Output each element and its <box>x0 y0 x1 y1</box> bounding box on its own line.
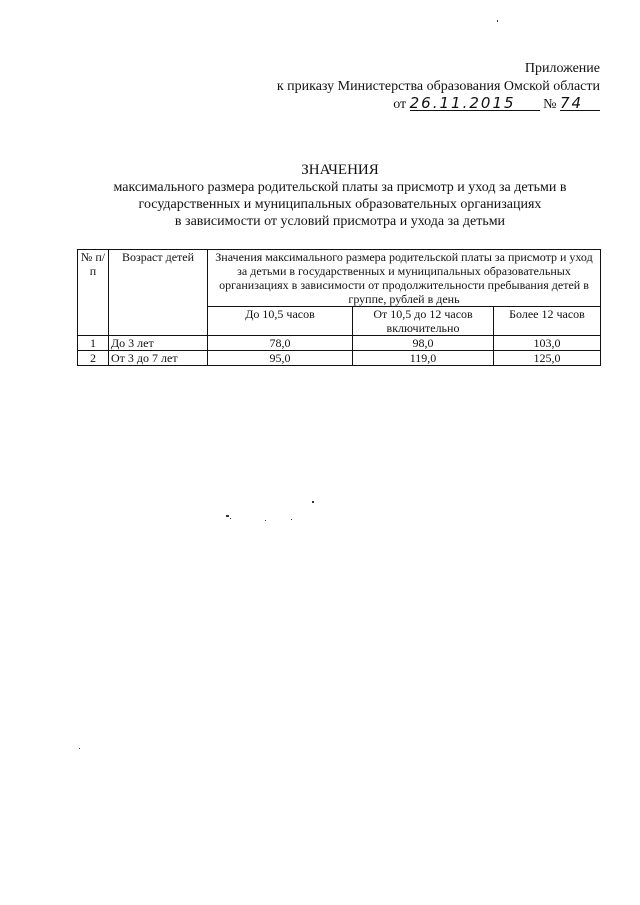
cell-age: От 3 до 7 лет <box>109 351 208 366</box>
cell-no: 1 <box>78 336 109 351</box>
number-label: № <box>543 97 557 112</box>
subheader-up-to-10-5: До 10,5 часов <box>208 307 353 336</box>
table-row <box>78 351 601 366</box>
scan-speck <box>497 20 498 22</box>
subheader-over-12: Более 12 часов <box>494 307 601 336</box>
scan-speck <box>230 518 231 519</box>
scan-speck <box>79 748 80 749</box>
cell-no: 2 <box>78 351 109 366</box>
from-label: от <box>393 97 407 112</box>
cell-age: До 3 лет <box>109 336 208 351</box>
title-line-2: государственных и муниципальных образовательных организациях <box>138 197 542 212</box>
values-table <box>77 249 601 366</box>
appendix-title: Приложение <box>524 61 600 76</box>
cell-value: 95,0 <box>208 351 353 366</box>
cell-value: 98,0 <box>353 336 494 351</box>
title-line-3: в зависимости от условий присмотра и ухода за детьми <box>174 214 506 229</box>
table-header-row <box>78 250 601 307</box>
appendix-order-ref: к приказу Министерства образования Омской области <box>276 79 600 94</box>
title-line-1: максимального размера родительской платы за присмотр и уход за детьми в <box>113 180 567 195</box>
header-values: Значения максимального размера родительской платы за присмотр и уход за детьми в государственных и муниципальных образовательных организациях в зависимости от продолжительности пребывания детей в группе, рублей в день <box>208 250 601 307</box>
scan-speck <box>291 519 292 520</box>
cell-value: 103,0 <box>494 336 601 351</box>
subheader-10-5-to-12: От 10,5 до 12 часов включительно <box>353 307 494 336</box>
scan-speck <box>226 515 229 517</box>
document-title <box>40 162 640 230</box>
header-age: Возраст детей <box>109 250 208 336</box>
appendix-date-number <box>277 96 600 114</box>
title-heading: ЗНАЧЕНИЯ <box>301 162 379 178</box>
handwritten-number: 74 <box>560 96 600 111</box>
table-row <box>78 336 601 351</box>
header-no: № п/п <box>78 250 109 336</box>
scan-speck <box>265 520 266 521</box>
cell-value: 125,0 <box>494 351 601 366</box>
cell-value: 119,0 <box>353 351 494 366</box>
appendix-block <box>277 60 600 114</box>
scan-speck <box>312 501 314 503</box>
cell-value: 78,0 <box>208 336 353 351</box>
handwritten-date: 26.11.2015 <box>410 96 540 111</box>
